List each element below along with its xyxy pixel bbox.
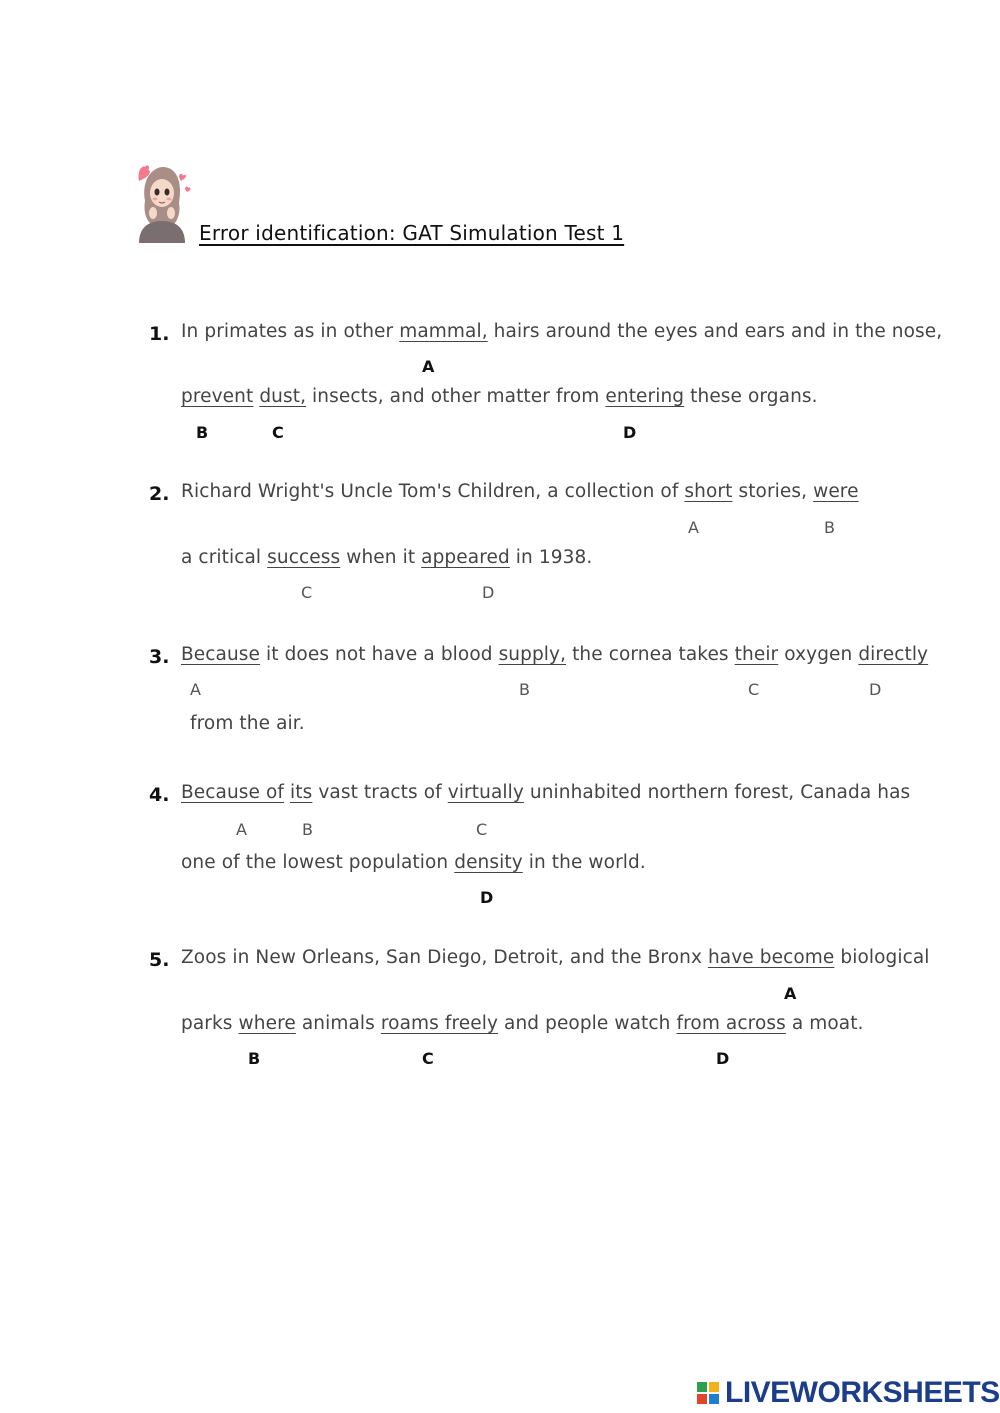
option-b-text: supply, <box>498 644 567 665</box>
liveworksheets-logo-icon <box>697 1382 719 1404</box>
option-b-label: B <box>519 680 530 699</box>
question-2-line-1: Richard Wright's Uncle Tom's Children, a collection of short stories, were <box>181 481 859 502</box>
question-number: 4. <box>149 784 170 806</box>
option-a-label: A <box>190 680 201 699</box>
question-4-line-2: one of the lowest population density in the world. <box>181 852 646 873</box>
option-b-text: its <box>290 782 313 803</box>
hijab-girl-avatar-icon <box>131 161 193 243</box>
option-a-label: A <box>236 820 247 839</box>
option-b-label: B <box>824 518 835 537</box>
option-d-label: D <box>482 583 495 602</box>
question-1-line-1: In primates as in other mammal, hairs around the eyes and ears and in the nose, <box>181 321 943 342</box>
option-a-label: A <box>784 984 797 1003</box>
option-b-label: B <box>302 820 313 839</box>
question-2-line-2: a critical success when it appeared in 1938. <box>181 547 593 568</box>
option-c-text: success <box>267 547 341 568</box>
option-d-text: from across <box>676 1013 786 1034</box>
option-a-text: have become <box>707 947 835 968</box>
question-4-line-1: Because of its vast tracts of virtually uninhabited northern forest, Canada has <box>181 782 911 803</box>
option-c-text: their <box>734 644 779 665</box>
option-d-label: D <box>869 680 882 699</box>
option-d-label: D <box>480 888 494 907</box>
option-c-label: C <box>422 1049 434 1068</box>
question-3-line-2: from the air. <box>190 713 305 734</box>
option-c-label: C <box>301 583 313 602</box>
page-title: Error identification: GAT Simulation Test 1 <box>199 221 625 245</box>
option-d-label: D <box>623 423 637 442</box>
option-b-text: prevent <box>181 386 254 407</box>
option-a-text: short <box>684 481 733 502</box>
option-c-label: C <box>272 423 284 442</box>
option-b-label: B <box>248 1049 261 1068</box>
option-c-text: dust, <box>259 386 307 407</box>
option-d-label: D <box>716 1049 730 1068</box>
question-3-line-1: Because it does not have a blood supply, the cornea takes their oxygen directly <box>181 644 929 665</box>
option-a-text: mammal, <box>399 321 488 342</box>
question-number: 1. <box>149 323 170 345</box>
option-c-label: C <box>476 820 488 839</box>
option-d-text: density <box>454 852 523 873</box>
option-c-text: roams freely <box>380 1013 499 1034</box>
question-5-line-1: Zoos in New Orleans, San Diego, Detroit, and the Bronx have become biological <box>181 947 930 968</box>
question-1-line-2: prevent dust, insects, and other matter from entering these organs. <box>181 386 818 407</box>
option-c-text: virtually <box>447 782 524 803</box>
question-number: 3. <box>149 646 170 668</box>
brand-name: LIVEWORKSHEETS <box>725 1376 1000 1409</box>
option-d-text: directly <box>858 644 929 665</box>
option-b-text: were <box>813 481 859 502</box>
option-b-text: where <box>238 1013 296 1034</box>
option-c-label: C <box>748 680 760 699</box>
question-5-line-2: parks where animals roams freely and people watch from across a moat. <box>181 1013 864 1034</box>
option-a-label: A <box>688 518 699 537</box>
option-b-label: B <box>196 423 209 442</box>
option-a-text: Because <box>181 644 261 665</box>
option-d-text: appeared <box>421 547 510 568</box>
option-a-text: Because of <box>181 782 285 803</box>
option-d-text: entering <box>605 386 685 407</box>
option-a-label: A <box>422 357 435 376</box>
question-number: 5. <box>149 949 170 971</box>
question-number: 2. <box>149 483 170 505</box>
